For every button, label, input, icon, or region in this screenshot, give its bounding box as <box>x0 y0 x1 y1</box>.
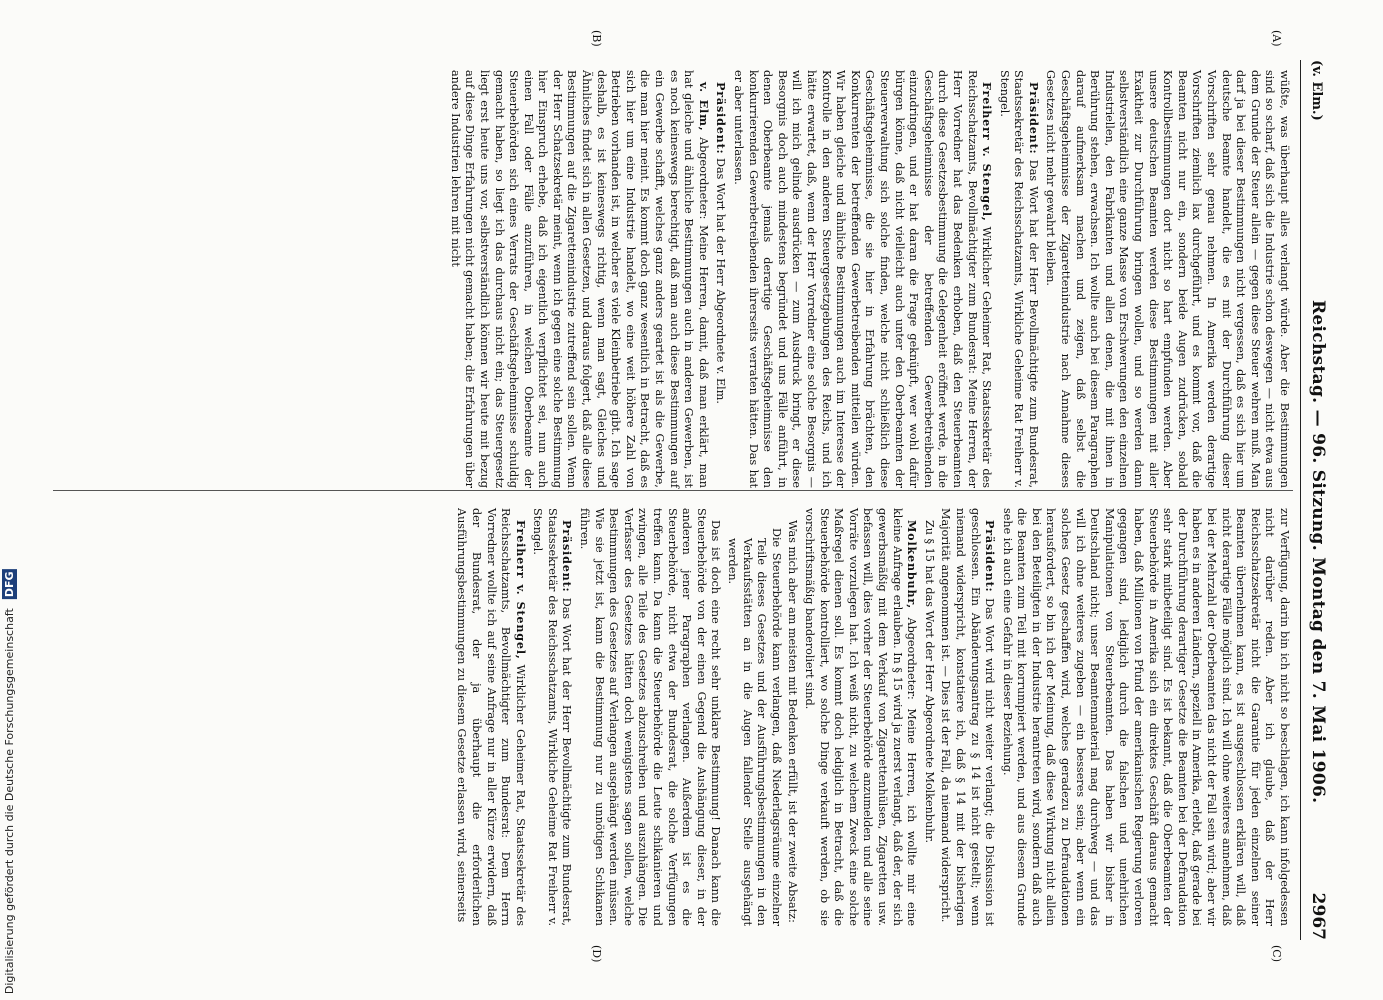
speaker-name: Präsident: <box>560 520 575 593</box>
speaker-name: Freiherr v. Stengel, <box>980 82 995 222</box>
margin-mark-d: (D) <box>590 945 603 963</box>
margin-mark-a: (A) <box>1270 30 1283 47</box>
header-title: Reichstag. — 96. Sitzung. Montag den 7. Mai 1906. <box>1308 300 1328 804</box>
left-column <box>445 70 1291 488</box>
speaker-name: Präsident: <box>983 520 998 593</box>
speaker-name: Molkenbuhr, <box>905 520 920 609</box>
paragraph <box>938 508 997 926</box>
paragraph: zur Verfügung, darin bin ich nicht so beschlagen, ich kann infolgedessen nicht darüber reden. Aber ich glaube, daß der Herr Reichsschatzsekretär nicht die Garantie für jeden einzelnen seiner Beamten übernehmen kann, es ist ausgeschlossen erklären will, daß nicht derartige Fälle möglich sind. Ich will ohne weiteres annehmen, daß bei der Mehrzahl der Oberbeamten das nicht der Fall sein wird; aber wir haben es in anderen Ländern, speziell in Amerika, erlebt, daß gerade bei der Durchführung derartiger Gesetze die Beamten bei der Defraudation sehr stark mitbeteiligt sind. Es ist bekannt, daß die Oberbeamten der Steuerbehörde in Amerika sich ein direktes Geschäft daraus gemacht haben, daß Millionen von Pfund der amerikanischen Regierung verloren gegangen sind, lediglich durch die falschen und unehrlichen Manipulationen von Steuerbeamten. Das haben wir bisher in Deutschland nicht; unser Beamtenmaterial mag durchweg — und das will ich ohne weiteres zugeben — ein besseres sein; aber wenn ein solches Gesetz geschaffen wird, welches geradezu zu Defraudationen herausfordert, so bin ich der Meinung, daß diese Wirkung nicht allein bei den Beteiligten in der Industrie herantreten wird, sondern daß auch die Beamten zum Teil mit korrumpiert werden, und aus diesem Grunde sehe ich auch eine Gefahr in dieser Beziehung. <box>1000 508 1291 926</box>
paragraph-text: Das Wort wird nicht weiter verlangt; die Diskussion ist geschlossen. Ein Abänderungsantrag zu § 14 ist nicht gestellt; wenn niemand widerspricht, konstatiere ich, daß § 14 mit der bisherigen Majorität angenommen ist. — Dies ist der Fall, da niemand widerspricht. <box>939 508 997 927</box>
paragraph <box>454 508 528 926</box>
paragraph <box>996 70 1041 488</box>
quoted-text: Die Steuerbehörde kann verlangen, daß Niederlagsräume einzelner Teile dieses Gesetzes und der Ausführungsbestimmungen in den Verkaufsstätten an in die Augen fallender Stelle ausgehängt werden. <box>726 528 783 926</box>
speaker-name: v. Elm, <box>696 82 711 132</box>
paragraph: wüßte, was überhaupt alles verlangt würde. Aber die Bestimmungen sind so scharf, daß sich die Industrie schon deswegen — nicht etwa aus dem Grunde der Steuer allein — gegen diese Steuer wehren muß. Man darf ja bei dieser Bestimmungen nicht vergessen, daß es sich hier um deutsche Beamte handelt, die es mit der Durchführung dieser Vorschriften sehr genau nehmen. In Amerika werden derartige Vorschriften ziemlich lax durchgeführt, und es kommt vor, daß die Beamten nicht nur ein, sondern beide Augen zudrücken, sobald Kontrollbestimmungen dort nicht so hart empfunden werden. Aber unsere deutschen Beamten werden diese Bestimmungen mit aller Exaktheit zur Durchführung bringen wollen, und so werden dann selbstverständlich eine ganze Masse von Erschwerungen den einzelnen Industriellen, den Fabrikanten und allen denen, die mit ihnen in Berührung stehen, erwachsen. Ich wollte auch bei diesem Paragraphen darauf aufmerksam machen und zeigen, daß selbst die Geschäftsgeheimnisse der Zigarettenindustrie nach Annahme dieses Gesetzes nicht mehr gewahrt bleiben. <box>1044 70 1291 488</box>
dfg-logo: DFG <box>3 570 16 597</box>
paragraph-text: Wirklicher Geheimer Rat, Staatssekretär des Reichsschatzamts, Bevollmächtigter zum Bundesrat: Meine Herren, der Herr Vorredner hat das Bedenken erhoben, daß den Steuerbeamten durch diese Gesetzesbestimmung die Gelegenheit eröffnet werde, in die Geschäftsgeheimnisse der betreffenden Gewerbetreibenden einzudringen, und er hat daran die Frage geknüpft, wer wohl dafür bürgen könne, daß nicht vielleicht auch unter den Oberbeamten der Steuerverwaltung sich solche finden, welche nicht schließlich diese Geschäftsgeheimnisse, die sie hier in Erfahrung brächten, den Konkurrenten der betreffenden Gewerbetreibenden mitteilen würden. Wir haben gleiche und ähnliche Bestimmungen auch im Interesse der Kontrolle in den anderen Steuergesetzgebungen des Reichs, und ich hätte erwartet, daß, wenn der Herr Vorredner eine solche Besorgnis — will ich mich gelinde ausdrücken — zum Ausdruck bringt, er diese Besorgnis doch auch mindestens begründet und uns Fälle anführt, in denen Oberbeamte jemals derartige Geschäftsgeheimnisse den konkurrierenden Gewerbetreibenden ihrerseits verraten hätten. Das hat er aber unterlassen. <box>732 70 994 488</box>
paragraph: Das ist doch eine recht sehr unklare Bestimmung! Danach kann die Steuerbehörde von der einen Gegend die Aushängung dieser, in der anderen jener Paragraphen verlangen. Außerdem ist es die Steuerbehörde, nicht etwa der Bundesrat, die solche Verfügungen treffen kann. Da kann die Steuerbehörde die Leute schikanieren und zwingen, alle Teile des Gesetzes abzuschreiben und auszuhängen. Die Verfasser des Gesetzes hätten doch wenigstens sagen sollen, welche Bestimmungen des Gesetzes auf Verlangen ausgehängt werden müssen. Wie sie jetzt ist, kann die Bestimmung nur zu unnötigen Schikanen führen. <box>578 508 723 926</box>
paragraph <box>447 70 711 488</box>
digitization-credit <box>2 569 17 994</box>
column-separator <box>53 490 1293 491</box>
margin-mark-c: (C) <box>1270 945 1283 962</box>
paragraph-text: Das Wort hat der Herr Bevollmächtigte zum Bundesrat, Staatssekretär des Reichsschatzamts, Wirkliche Geheime Rat Freiherr v. Stengel. <box>997 70 1040 488</box>
paragraph <box>730 70 994 488</box>
page-number: 2967 <box>1308 892 1328 940</box>
speaker-name: Präsident: <box>714 82 729 155</box>
running-header <box>1300 60 1328 940</box>
paragraph-text: Wirklicher Geheimer Rat, Staatssekretär des Reichsschatzamts, Bevollmächtigter zum Bundesrat: Dem Herrn Vorredner wollte ich auf seine Anfrage nur in aller Kürze erwidern, daß der Bundesrat, der ja überhaupt die erforderlichen Ausführungsbestimmungen zu diesem Gesetze erlassen wird, seinerseits <box>455 508 527 926</box>
speaker-name: Präsident: <box>1026 82 1041 155</box>
paragraph <box>713 70 729 488</box>
credit-text: Digitalisierung gefördert durch die Deutsche Forschungsgemeinschaft <box>3 608 16 994</box>
right-column <box>452 508 1291 926</box>
paragraph <box>530 508 575 926</box>
paragraph-text: Abgeordneter: Meine Herren, ich wollte mir eine kleine Anfrage erlauben. In § 15 wird ja zuerst verlangt, daß der, der sich gewerbsmäßig mit dem Verkauf von Zigarettenhülsen, Zigaretten usw. befassen will, dies vorher der Steuerbehörde anzumelden und alle seine Vorräte vorzulegen hat. Ich weiß nicht, zu welchem Zweck eine solche Maßregel dienen soll. Es kommt doch lediglich in Betracht, daß die Steuerbehörde kontrolliert, wo solche Dinge verkauft werden, ob sie vorschriftsmäßig banderoliert sind. <box>803 508 919 927</box>
header-speaker: (v. Elm.) <box>1309 60 1324 121</box>
paragraph: Zu § 15 hat das Wort der Herr Abgeordnete Molkenbuhr. <box>922 520 936 844</box>
paragraph-text: Das Wort hat der Herr Bevollmächtigte zum Bundesrat, Staatssekretär des Reichsschatzamts, Wirkliche Geheime Rat Freiherr v. Stengel. <box>531 508 574 926</box>
paragraph <box>801 508 919 926</box>
speaker-name: Freiherr v. Stengel, <box>513 520 528 660</box>
paragraph-text: Abgeordneter: Meine Herren, damit, daß man erklärt, man hat gleiche und ähnliche Bestimmungen auch in anderen Gewerben, ist es noch keineswegs berechtigt, daß man auch diese Bestimmungen auf ein Gewerbe schafft, welches ganz anders geartet ist als die Gewerbe, die man hier meint. Es kommt doch ganz wesentlich in Betracht, daß es sich hier um eine Industrie handelt, wo eine weit höhere Zahl von Betrieben vorhanden ist, in welcher es viele Kleinbetriebe gibt. Ich sage deshalb, es ist keineswegs richtig, wenn man sagt, Gleiches und Ähnliches findet sich in allen Gesetzen, und daraus folgert, daß alle diese Bestimmungen auf die Zigarettenindustrie zutreffend sein sollen. Wenn der Herr Schatzsekretär meint, wenn ich gegen eine solche Bestimmung hier Einspruch erhebe, daß ich eigentlich verpflichtet sei, nun auch einen Fall oder Fälle anzuführen, in welchen Oberbeamte der Steuerbehörden sich eines Verrats der Geschäftsgeheimnisse schuldig gemacht haben, so liegt ich das durchaus nicht ein; das Steuergesetz liegt erst heute uns vor, selbstverständlich können wir heute mit bezug auf diese Dinge Erfahrungen nicht gemacht haben; die Erfahrungen über andere Industrien lehren mit nicht <box>448 70 710 488</box>
header-rule <box>1300 60 1301 940</box>
margin-mark-b: (B) <box>590 30 603 47</box>
paragraph-text: Das Wort hat der Herr Abgeordnete v. Elm. <box>714 158 728 404</box>
paragraph: Was mich aber am meisten mit Bedenken erfüllt, ist der zweite Absatz: <box>786 520 800 923</box>
